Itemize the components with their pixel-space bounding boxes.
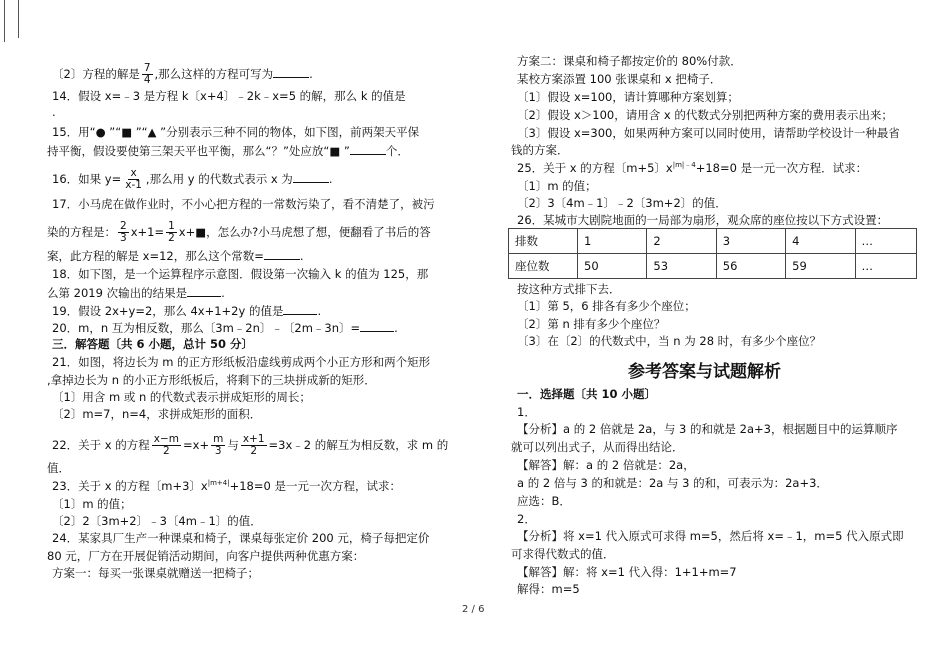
question-24-part-1: 〔1〕假设 x=100，请计算哪种方案划算； [517, 90, 739, 104]
question-19: 19．假设 2x+y=2，那么 4x+1+2y 的值是 . [52, 304, 322, 318]
binding-margin-line [4, 0, 5, 42]
question-24-setup: 某校方案添置 100 张课桌和 x 把椅子． [517, 72, 722, 86]
table-cell: … [855, 254, 917, 279]
question-16: 16．如果 y= $\frac{x}{x-1}$ ,那么用 y 的代数式表示 x 为 . [52, 167, 333, 191]
question-26-part-1: 〔1〕第 5，6 排各有多少个座位； [517, 299, 696, 313]
answer-1-solution: 【解答】解：a 的 2 倍就是：2a， [517, 458, 695, 472]
question-21-part-1: 〔1〕用含 m 或 n 的代数式表示拼成矩形的周长； [52, 390, 311, 404]
answer-blank [350, 143, 386, 155]
answer-blank [360, 320, 394, 332]
question-17-equation: 染的方程是： $\frac{2}{3}$ x+1= $\frac{1}{2}$ x+■，怎么办?小马虎想了想，便翻看了书后的答 [47, 220, 431, 244]
question-17-cont: 案，此方程的解是 x=12，那么这个常数= . [47, 249, 304, 263]
question-21-cont: ,拿掉边长为 n 的小正方形纸板后，将剩下的三块拼成新的矩形． [47, 373, 376, 387]
answer-1-analysis: 【分析】a 的 2 倍就是 2a，与 3 的和就是 2a+3，根据题目中的运算顺序 [517, 422, 898, 436]
fraction: $\frac{7}{4}$ [143, 62, 151, 86]
question-17: 17．小马虎在做作业时，不小心把方程的一常数污染了，看不清楚了，被污 [52, 197, 435, 211]
fraction: $\frac{1}{2}$ [168, 220, 175, 244]
question-24-plan-2: 方案二：课桌和椅子都按定价的 80%付款． [517, 54, 742, 68]
question-26-part-2: 〔2〕第 n 排有多少个座位？ [517, 317, 666, 331]
answer-blank [283, 303, 317, 315]
question-24-cont: 80 元，厂方在开展促销活动期间，向客户提供两种优惠方案： [47, 549, 365, 563]
answer-2-analysis-cont: 可求得代数式的值． [511, 547, 615, 561]
question-14: 14．假设 x=﹣3 是方程 k〔x+4〕﹣2k﹣x=5 的解，那么 k 的值是 [52, 89, 406, 103]
table-cell: 1 [578, 229, 647, 254]
question-18: 18．如下图，是一个运算程序示意图．假设第一次输入 k 的值为 125，那 [52, 267, 429, 281]
question-26-note: 按这种方式排下去． [517, 282, 621, 296]
question-24-part-3: 〔3〕假设 x=300，如果两种方案可以同时使用，请帮助学校设计一种最省 [517, 126, 900, 140]
table-row [509, 254, 917, 279]
question-25-part-2: 〔2〕3〔4m﹣1〕﹣2〔3m+2〕的值． [517, 196, 727, 210]
question-22-end: 值． [47, 461, 70, 475]
binding-margin-line [18, 0, 19, 38]
answer-1-analysis-cont: 就可以列出式子，从而得出结论． [511, 440, 684, 454]
question-26: 26．某城市大剧院地面的一局部为扇形，观众席的座位按以下方式设置： [517, 213, 889, 227]
fraction: $\frac{m}{3}$ [213, 433, 224, 457]
answer-2-result: 解得：m=5 [517, 582, 580, 596]
answer-1-choice: 应选：B． [517, 494, 571, 508]
answer-1-solution-cont: a 的 2 倍与 3 的和就是：2a 与 3 的和，可表示为：2a+3． [517, 476, 828, 490]
fraction: $\frac{2}{3}$ [120, 220, 127, 244]
table-cell: 56 [716, 254, 785, 279]
answer-blank [187, 285, 221, 297]
table-cell: 排数 [509, 229, 578, 254]
table-cell: 座位数 [509, 254, 578, 279]
question-23: 23．关于 x 的方程〔m+3〕$x^{|m+4|}+18=0$ 是一元一次方程，试求： [52, 479, 401, 493]
question-26-part-3: 〔3〕在〔2〕的代数式中，当 n 为 28 时，有多少个座位？ [517, 334, 822, 348]
table-cell: 4 [786, 229, 855, 254]
question-20: 20．m，n 互为相反数，那么〔3m﹣2n〕﹣〔2m﹣3n〕= . [52, 321, 398, 335]
answer-blank [293, 171, 329, 183]
question-23-part-1: 〔1〕m 的值； [52, 497, 132, 511]
answers-section-1: 一．选择题〔共 10 小题〕 [517, 387, 657, 401]
answer-2-solution: 【解答】解：将 x=1 代入得：1+1+m=7 [517, 565, 737, 579]
question-25-part-1: 〔1〕m 的值； [517, 179, 597, 193]
table-cell: … [855, 229, 917, 254]
fraction: $\frac{x-m}{2}$ [153, 433, 179, 457]
fraction: $\frac{x+1}{2}$ [242, 433, 265, 457]
question-25: 25．关于 x 的方程〔m+5〕$x^{|m|﹣4}+18=0$ 是一元一次方程．试求： [517, 161, 868, 175]
section-3-heading: 三．解答题〔共 6 小题，总计 50 分〕 [52, 337, 254, 351]
question-23-part-2: 〔2〕2〔3m+2〕﹣3〔4m﹣1〕的值． [52, 514, 262, 528]
question-21: 21．如图，将边长为 m 的正方形纸板沿虚线剪成两个小正方形和两个矩形 [52, 355, 431, 369]
answer-1-number: 1． [517, 405, 536, 419]
table-cell: 3 [716, 229, 785, 254]
answer-blank [273, 66, 309, 78]
page-number: 2 / 6 [462, 604, 485, 615]
question-24: 24．某家具厂生产一种课桌和椅子，课桌每张定价 200 元，椅子每把定价 [52, 531, 430, 545]
answer-blank [264, 248, 300, 260]
question-18-cont: 么第 2019 次输出的结果是 . [47, 286, 225, 300]
table-cell: 53 [647, 254, 716, 279]
question-24-plan-1: 方案一：每买一张课桌就赠送一把椅子； [52, 566, 259, 580]
question-15: 15．用“● ”“■ ”“▲ ”分别表示三种不同的物体，如下图，前两架天平保 [52, 125, 420, 139]
question-22: 22．关于 x 的方程 $\frac{x-m}{2}$ =x+ $\frac{m}{3}$ 与 $\frac{x+1}{2}$ =3x﹣2 的解互为相反数，求 m 的 [52, 433, 449, 457]
question-13-part-2: 〔2〕方程的解是 $\frac{7}{4}$ ,那么这样的方程可写为 . [52, 62, 313, 86]
table-cell: 50 [578, 254, 647, 279]
table-row [509, 229, 917, 254]
table-cell: 59 [786, 254, 855, 279]
answer-2-number: 2． [517, 512, 536, 526]
answer-2-analysis: 【分析】将 x=1 代入原式可求得 m=5，然后将 x=﹣1，m=5 代入原式即 [517, 529, 904, 543]
seat-table [508, 228, 917, 279]
answers-heading: 参考答案与试题解析 [628, 362, 781, 382]
question-15-cont: 持平衡，假设要使第三架天平也平衡，那么“？”处应放“■ ” 个． [47, 144, 409, 158]
question-24-part-3-cont: 钱的方案． [511, 143, 569, 157]
table-cell: 2 [647, 229, 716, 254]
fraction: $\frac{x}{x-1}$ [125, 167, 142, 191]
question-24-part-2: 〔2〕假设 x＞100，请用含 x 的代数式分别把两种方案的费用表示出来； [517, 108, 893, 122]
question-14-end: . [52, 105, 56, 119]
question-21-part-2: 〔2〕m=7，n=4，求拼成矩形的面积． [52, 407, 262, 421]
